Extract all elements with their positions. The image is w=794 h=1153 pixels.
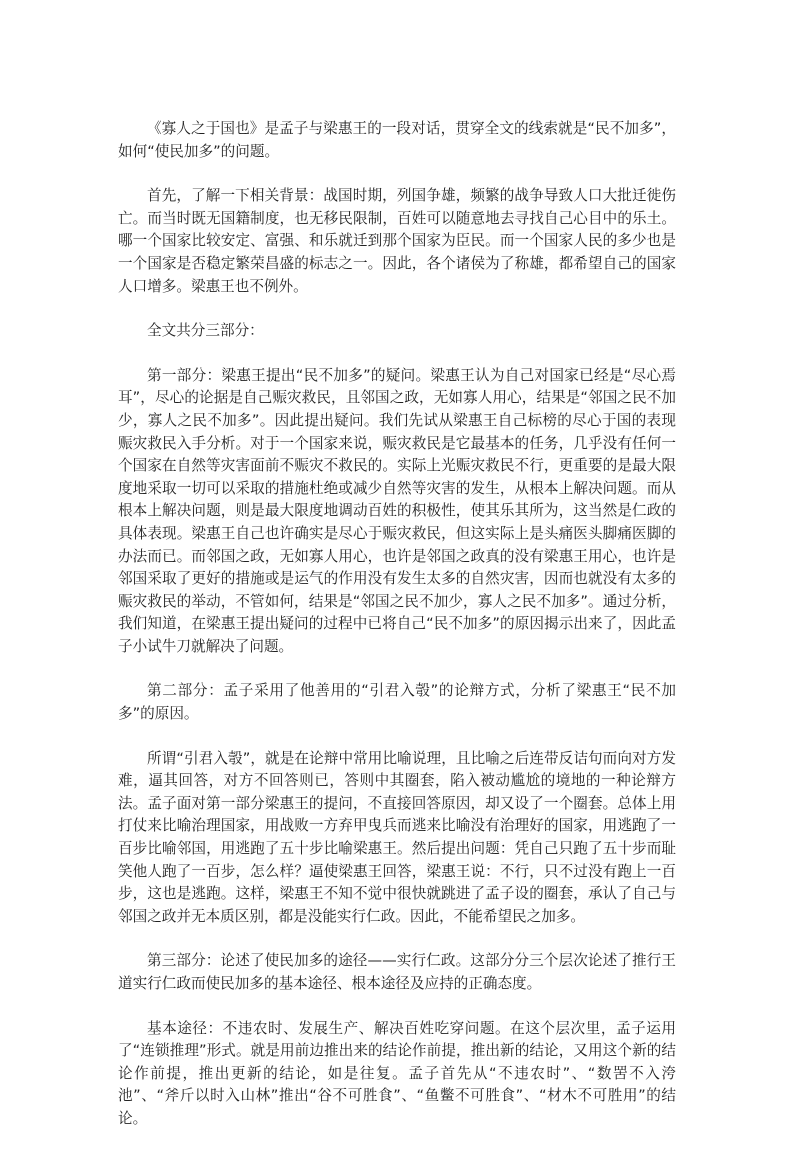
paragraph-structure: 全文共分三部分： xyxy=(147,322,264,340)
document-page xyxy=(118,118,676,1153)
paragraph-part-two: 第二部分：孟子采用了他善用的“引君入彀”的论辩方式，分析了梁惠王“民不加多”的原因。 xyxy=(118,682,676,723)
paragraph-part-three: 第三部分：论述了使民加多的途径——实行仁政。这部分分三个层次论述了推行王道实行仁政而使民加多的基本途径、根本途径及应持的正确态度。 xyxy=(118,952,676,992)
paragraph-part-one: 第一部分：梁惠王提出“民不加多”的疑问。梁惠王认为自己对国家已经是“尽心焉耳”，尽心的论据是自己赈灾救民，且邻国之政，无如寡人用心，结果是“邻国之民不加少，寡人之民不加多”。因此提出疑问。我们先试从梁惠王自己标榜的尽心于国的表现赈灾救民入手分析。对于一个国家来说，赈灾救民是它最基本的任务，几乎没有任何一个国家在自然等灾害面前不赈灾不救民的。实际上光赈灾救民不行，更重要的是最大限度地采取一切可以采取的措施杜绝或减少自然等灾害的发生，从根本上解决问题。而从根本上解决问题，则是最大限度地调动百姓的积极性，使其乐其所为，这当然是仁政的具体表现。梁惠王自己也许确实是尽心于赈灾救民，但这实际上是头痛医头脚痛医脚的办法而已。而邻国之政，无如寡人用心，也许是邻国之政真的没有梁惠王用心，也许是邻国采取了更好的措施或是运气的作用没有发生太多的自然灾害，因而也就没有太多的赈灾救民的举动，不管如何，结果是“邻国之民不加少，寡人之民不加多”。通过分析，我们知道，在梁惠王提出疑问的过程中已将自己“民不加多”的原因揭示出来了，因此孟子小试牛刀就解决了问题。 xyxy=(118,366,676,655)
paragraph-background: 首先，了解一下相关背景：战国时期，列国争雄，频繁的战争导致人口大批迁徙伤亡。而当时既无国籍制度，也无移民限制，百姓可以随意地去寻找自己心目中的乐土。哪一个国家比较安定、富强、和乐就迁到那个国家为臣民。而一个国家人民的多少也是一个国家是否稳定繁荣昌盛的标志之一。因此，各个诸侯为了称雄，都希望自己的国家人口增多。梁惠王也不例外。 xyxy=(118,187,676,295)
paragraph-basic-approach: 基本途径：不违农时、发展生产、解决百姓吃穿问题。在这个层次里，孟子运用了“连锁推理”形式。就是用前边推出来的结论作前提，推出新的结论，又用这个新的结论作前提，推出更新的结论，如是往复。孟子首先从“不违农时”、“数罟不入洿池”、“斧斤以时入山林”推出“谷不可胜食”、“鱼鳖不可胜食”、“材木不可胜用”的结论。 xyxy=(118,1019,676,1127)
paragraph-yinjun-rugou: 所谓“引君入彀”，就是在论辩中常用比喻说理，且比喻之后连带反诘句而向对方发难，逼其回答，对方不回答则已，答则中其圈套，陷入被动尴尬的境地的一种论辩方法。孟子面对第一部分梁惠王的提问，不直接回答原因，却又设了一个圈套。总体上用打仗来比喻治理国家，用战败一方弃甲曳兵而逃来比喻没有治理好的国家，用逃跑了一百步比喻邻国，用逃跑了五十步比喻梁惠王。然后提出问题：凭自己只跑了五十步而耻笑他人跑了一百步，怎么样？逼使梁惠王回答，梁惠王说：不行，只不过没有跑上一百步，这也是逃跑。这样，梁惠王不知不觉中很快就跳进了孟子设的圈套，承认了自己与邻国之政并无本质区别，都是没能实行仁政。因此，不能希望民之加多。 xyxy=(118,749,676,925)
paragraph-intro: 《寡人之于国也》是孟子与梁惠王的一段对话，贯穿全文的线索就是“民不加多”，如何“使民加多”的问题。 xyxy=(118,120,676,160)
